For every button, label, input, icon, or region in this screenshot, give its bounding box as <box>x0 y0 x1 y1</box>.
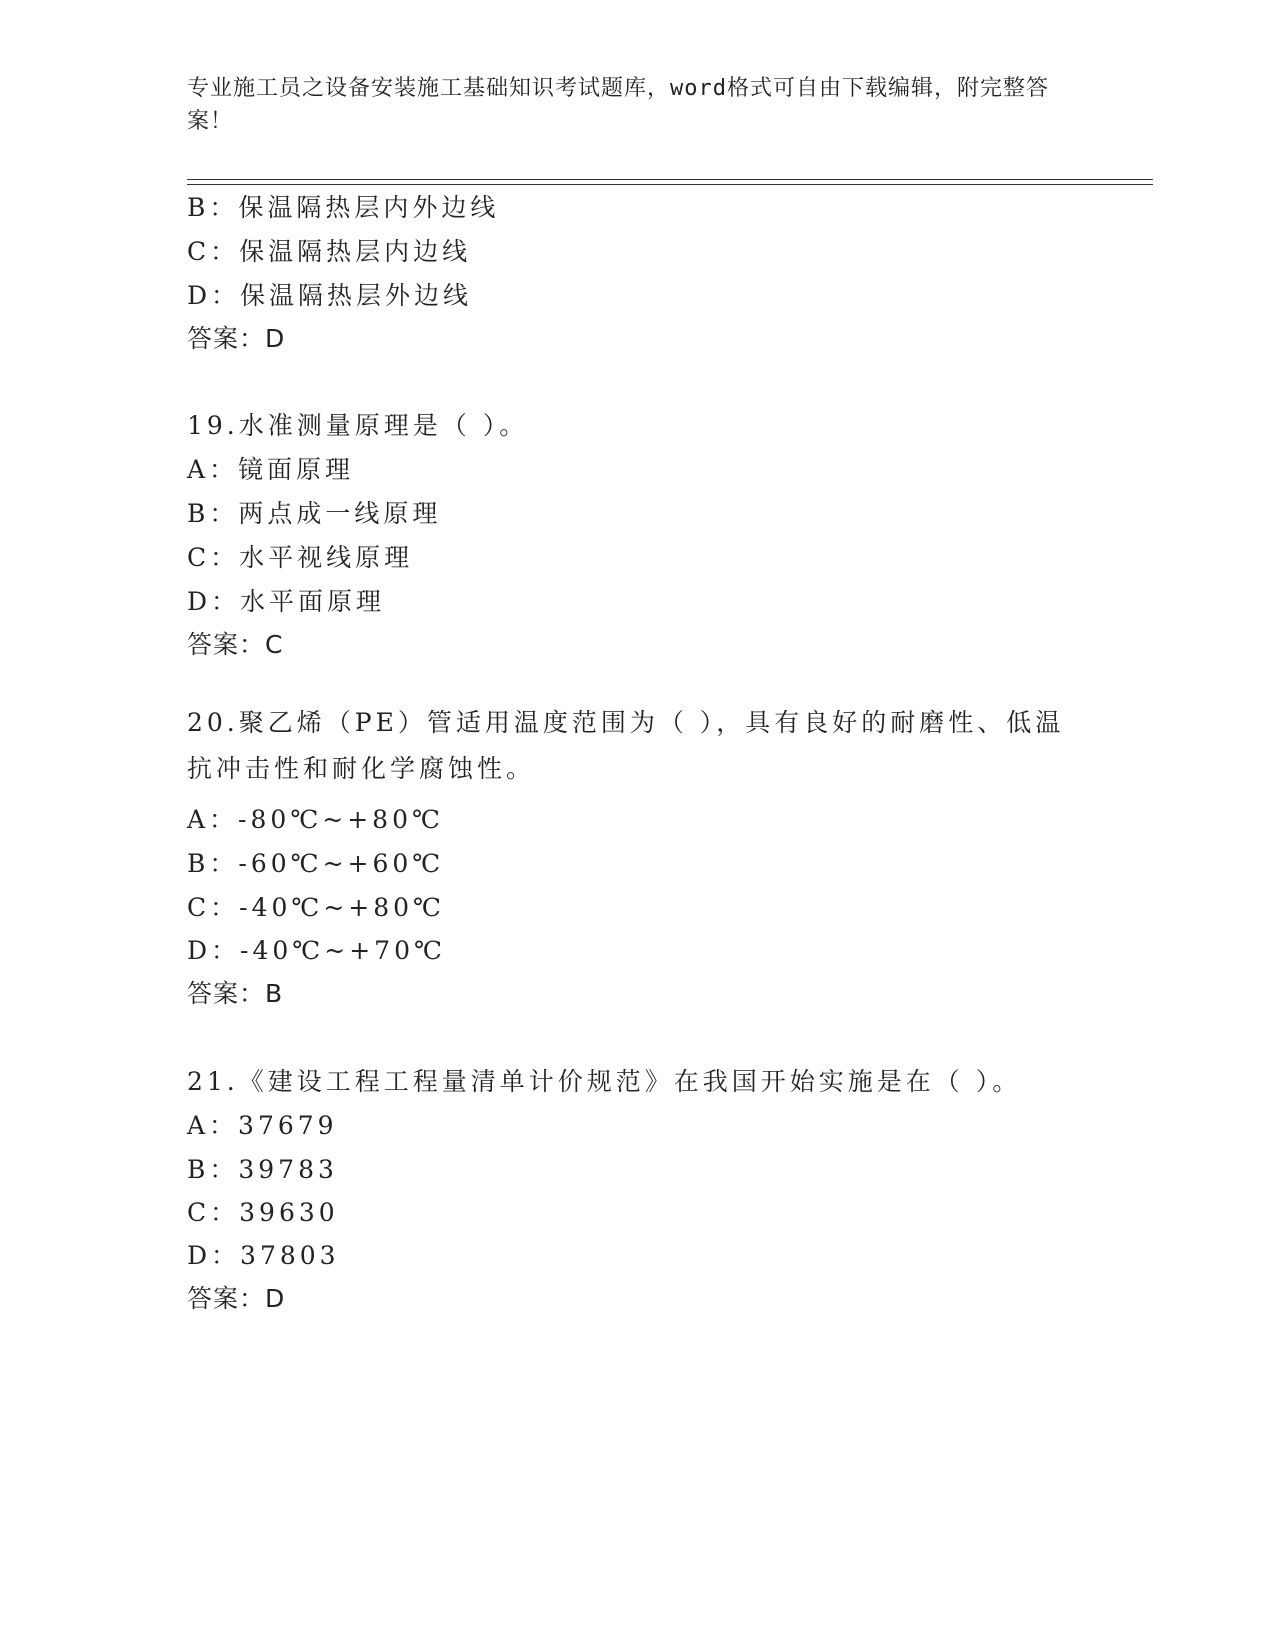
q18-option-c: C：保温隔热层内边线 <box>187 237 472 266</box>
q21-answer: 答案：D <box>187 1284 286 1313</box>
document-header: 专业施工员之设备安装施工基础知识考试题库，word格式可自由下载编辑，附完整答案！ <box>187 76 1049 134</box>
q20-option-a: A：-80℃~+80℃ <box>187 805 444 834</box>
q18-option-b: B：保温隔热层内外边线 <box>187 193 500 222</box>
q18-answer: 答案：D <box>187 324 286 353</box>
q20-option-c: C：-40℃~+80℃ <box>187 893 446 922</box>
q19-answer: 答案：C <box>187 630 284 659</box>
q20-question: 20.聚乙烯（PE）管适用温度范围为（ ），具有良好的耐磨性、低温抗冲击性和耐化学腐蚀性。 <box>187 708 1065 783</box>
q20-option-b: B：-60℃~+60℃ <box>187 849 445 878</box>
q21-option-c: C：39630 <box>187 1198 339 1227</box>
q19-option-a: A：镜面原理 <box>187 455 355 484</box>
header-divider-bottom <box>187 184 1153 185</box>
q19-option-c: C：水平视线原理 <box>187 543 414 572</box>
q20-answer: 答案：B <box>187 979 284 1008</box>
q20-option-d: D：-40℃~+70℃ <box>187 936 446 965</box>
q19-option-d: D：水平面原理 <box>187 587 386 616</box>
q19-option-b: B：两点成一线原理 <box>187 499 442 528</box>
q21-option-b: B：39783 <box>187 1155 338 1184</box>
header-divider-top <box>187 179 1153 180</box>
q21-option-d: D：37803 <box>187 1241 340 1270</box>
q21-question: 21.《建设工程工程量清单计价规范》在我国开始实施是在（ ）。 <box>187 1067 1022 1096</box>
q18-option-d: D：保温隔热层外边线 <box>187 281 473 310</box>
q19-question: 19.水准测量原理是（ ）。 <box>187 411 529 440</box>
q21-option-a: A：37679 <box>187 1111 338 1140</box>
